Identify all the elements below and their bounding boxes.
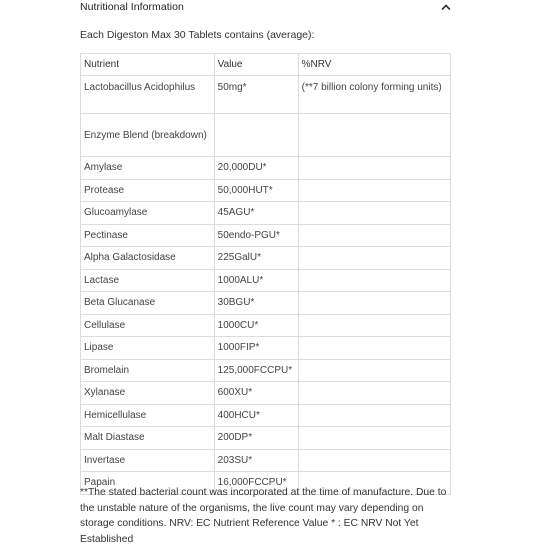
value-cell: 1000ALU* — [214, 269, 298, 292]
nutrient-cell: Xylanase — [81, 382, 215, 405]
table-row — [81, 427, 451, 450]
nutrient-cell: Invertase — [81, 449, 215, 472]
table-row — [81, 114, 451, 157]
value-cell: 1000CU* — [214, 314, 298, 337]
nutrient-cell: Amylase — [81, 157, 215, 180]
value-cell: 16,000FCCPU* — [214, 472, 298, 495]
table-row — [81, 359, 451, 382]
nutrition-table — [80, 53, 451, 495]
table-row — [81, 449, 451, 472]
value-cell: 30BGU* — [214, 292, 298, 315]
table-row — [81, 382, 451, 405]
chevron-up-icon[interactable] — [441, 2, 451, 12]
nutrient-cell: Bromelain — [81, 359, 215, 382]
value-cell: 200DP* — [214, 427, 298, 450]
value-cell: 50endo-PGU* — [214, 224, 298, 247]
nutrient-cell: Beta Glucanase — [81, 292, 215, 315]
nutrient-cell: Cellulase — [81, 314, 215, 337]
section-title: Nutritional Information — [80, 1, 184, 13]
value-cell: 400HCU* — [214, 404, 298, 427]
nutrient-cell: Lactobacillus Acidophilus — [81, 76, 215, 114]
table-header-row — [81, 54, 451, 76]
table-row — [81, 404, 451, 427]
table-row — [81, 202, 451, 225]
nutrient-cell: Lipase — [81, 337, 215, 360]
column-header-nrv: %NRV — [298, 54, 450, 76]
column-header-value: Value — [214, 54, 298, 76]
table-row — [81, 224, 451, 247]
nrv-cell — [298, 224, 450, 247]
nrv-cell — [298, 404, 450, 427]
value-cell: 225GalU* — [214, 247, 298, 270]
table-row — [81, 247, 451, 270]
nutrient-cell: Hemicellulase — [81, 404, 215, 427]
nrv-cell — [298, 247, 450, 270]
nutrient-cell: Protease — [81, 179, 215, 202]
value-cell — [214, 114, 298, 157]
nutrient-cell: Enzyme Blend (breakdown) — [81, 114, 215, 157]
nutrient-cell: Pectinase — [81, 224, 215, 247]
nutrient-cell: Lactase — [81, 269, 215, 292]
nrv-cell — [298, 382, 450, 405]
footnote: **The stated bacterial count was incorporated at the time of manufacture. Due to the unstable nature of the organisms, the live count may vary depending on storage conditions. NRV: EC Nutrient Reference Value * : EC NRV Not Yet Established — [80, 487, 447, 545]
value-cell: 45AGU* — [214, 202, 298, 225]
nrv-cell — [298, 427, 450, 450]
value-cell: 50mg* — [214, 76, 298, 114]
nutrient-cell: Malt Diastase — [81, 427, 215, 450]
table-row — [81, 314, 451, 337]
nutrient-cell: Alpha Galactosidase — [81, 247, 215, 270]
nrv-cell: (**7 billion colony forming units) — [298, 76, 450, 114]
value-cell: 600XU* — [214, 382, 298, 405]
table-row — [81, 337, 451, 360]
nrv-cell — [298, 314, 450, 337]
nrv-cell — [298, 359, 450, 382]
table-row — [81, 269, 451, 292]
value-cell: 1000FIP* — [214, 337, 298, 360]
nutrient-cell: Papain — [81, 472, 215, 495]
intro-text: Each Digeston Max 30 Tablets contains (average): — [80, 29, 315, 41]
value-cell: 125,000FCCPU* — [214, 359, 298, 382]
nrv-cell — [298, 269, 450, 292]
nrv-cell — [298, 202, 450, 225]
nutrient-cell: Glucoamylase — [81, 202, 215, 225]
nrv-cell — [298, 337, 450, 360]
column-header-nutrient: Nutrient — [81, 54, 215, 76]
nrv-cell — [298, 157, 450, 180]
accordion-header-nutritional-information[interactable] — [80, 0, 455, 16]
table-row — [81, 76, 451, 114]
nrv-cell — [298, 114, 450, 157]
table-row — [81, 157, 451, 180]
table-row — [81, 292, 451, 315]
value-cell: 50,000HUT* — [214, 179, 298, 202]
nrv-cell — [298, 449, 450, 472]
nrv-cell — [298, 179, 450, 202]
nrv-cell — [298, 292, 450, 315]
value-cell: 20,000DU* — [214, 157, 298, 180]
value-cell: 203SU* — [214, 449, 298, 472]
table-row — [81, 179, 451, 202]
